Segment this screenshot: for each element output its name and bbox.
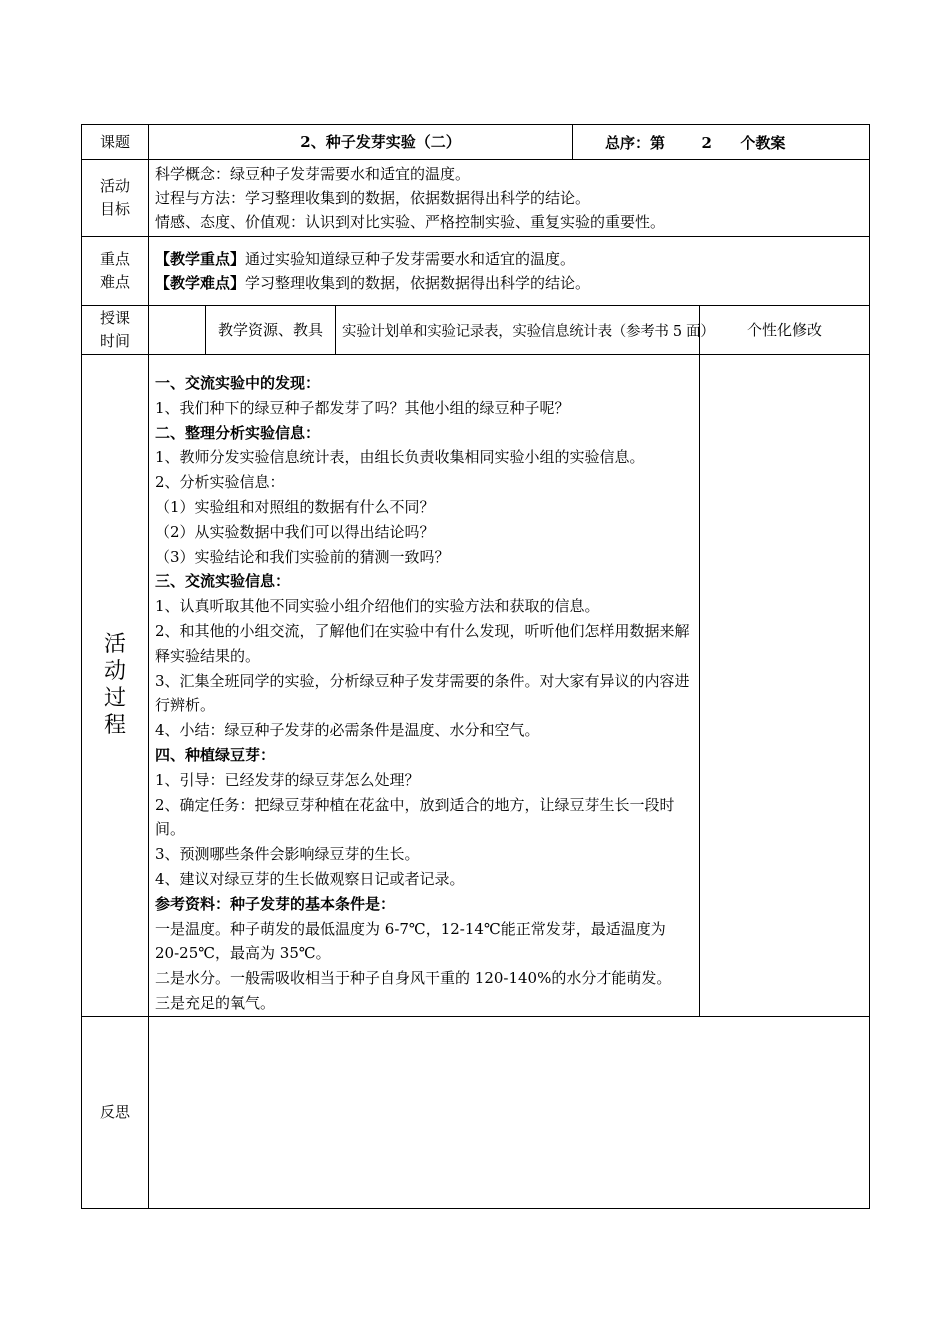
- process-line: 1、教师分发实验信息统计表，由组长负责收集相同实验小组的实验信息。: [155, 448, 645, 467]
- objectives-content: [149, 160, 870, 237]
- personal-edit-area: [700, 355, 870, 1017]
- process-line: 2、和其他的小组交流，了解他们在实验中有什么发现，听听他们怎样用数据来解释实验结果的。: [155, 621, 690, 665]
- objectives-label: [82, 160, 149, 237]
- sequence-label: 总序：第: [605, 133, 666, 152]
- process-line: 2、分析实验信息：: [155, 473, 285, 492]
- process-line: 3、汇集全班同学的实验，分析绿豆种子发芽需要的条件。对大家有异议的内容进行辨析。: [155, 671, 690, 715]
- difficulty-text: 学习整理收集到的数据，依据数据得出科学的结论。: [245, 274, 591, 292]
- process-label-char: 活: [103, 632, 126, 658]
- process-line: （3）实验结论和我们实验前的猜测一致吗？: [155, 547, 450, 566]
- key-point: [155, 247, 863, 271]
- objective-item: 情感、态度、价值观：认识到对比实验、严格控制实验、重复实验的重要性。: [155, 213, 666, 231]
- resources-row: [82, 306, 870, 355]
- process-label-char: 过: [103, 686, 126, 712]
- process-line: 1、引导：已经发芽的绿豆芽怎么处理？: [155, 770, 420, 789]
- process-line: 1、认真听取其他不同实验小组介绍他们的实验方法和获取的信息。: [155, 597, 600, 616]
- section-title: 参考资料：种子发芽的基本条件是：: [155, 894, 396, 913]
- process-line: 2、确定任务：把绿豆芽种植在花盆中，放到适合的地方，让绿豆芽生长一段时间。: [155, 795, 675, 839]
- objectives-row: [82, 160, 870, 237]
- header-row: [82, 125, 870, 160]
- objective-item: 科学概念：绿豆种子发芽需要水和适宜的温度。: [155, 165, 471, 183]
- difficulty-point: [155, 271, 863, 295]
- section-title: 一、交流实验中的发现：: [155, 374, 321, 392]
- reflection-row: [82, 1016, 870, 1208]
- process-line: 三是充足的氧气。: [155, 993, 276, 1012]
- objective-item: 过程与方法：学习整理收集到的数据，依据数据得出科学的结论。: [155, 189, 591, 207]
- focus-label: [82, 237, 149, 306]
- sequence-cell: [573, 125, 870, 160]
- process-line: 二是水分。一般需吸收相当于种子自身风干重的 120-140%的水分才能萌发。: [155, 969, 672, 988]
- process-label-char: 动: [103, 659, 126, 685]
- reflection-label: 反思: [82, 1016, 149, 1208]
- process-line: 一是温度。种子萌发的最低温度为 6-7℃，12-14℃能正常发芽，最适温度为 20-25℃，最高为 35℃。: [155, 919, 666, 963]
- lesson-title: 2、种子发芽实验（二）: [149, 125, 573, 160]
- objectives-label-line2: 目标: [99, 200, 130, 218]
- process-line: 3、预测哪些条件会影响绿豆芽的生长。: [155, 845, 420, 864]
- sequence-number: 2: [701, 133, 712, 152]
- time-label-line2: 时间: [99, 332, 130, 350]
- section-title: 三、交流实验信息：: [155, 572, 291, 591]
- process-row: [82, 355, 870, 1017]
- section-title: 四、种植绿豆芽：: [155, 745, 276, 764]
- key-point-text: 通过实验知道绿豆种子发芽需要水和适宜的温度。: [245, 250, 576, 268]
- process-line: 4、建议对绿豆芽的生长做观察日记或者记录。: [155, 869, 465, 888]
- sequence-suffix: 个教案: [740, 133, 786, 152]
- process-line: （1）实验组和对照组的数据有什么不同？: [155, 497, 435, 516]
- process-line: 1、我们种下的绿豆种子都发芽了吗？其他小组的绿豆种子呢？: [155, 398, 570, 417]
- focus-label-line1: 重点: [99, 250, 130, 268]
- time-label-line1: 授课: [99, 309, 130, 327]
- resources-text: 实验计划单和实验记录表，实验信息统计表（参考书 5 面）: [336, 306, 700, 355]
- personal-edit-label: 个性化修改: [700, 306, 870, 355]
- process-content: [149, 355, 700, 1017]
- time-value: [149, 306, 206, 355]
- topic-label: 课题: [82, 125, 149, 160]
- objectives-label-line1: 活动: [99, 177, 130, 195]
- time-label: [82, 306, 149, 355]
- key-point-label: 【教学重点】: [155, 250, 246, 268]
- process-label: [82, 355, 149, 1017]
- focus-row: [82, 237, 870, 306]
- focus-label-line2: 难点: [99, 273, 130, 291]
- section-title: 二、整理分析实验信息：: [155, 423, 321, 442]
- difficulty-label: 【教学难点】: [155, 274, 246, 292]
- process-label-char: 程: [103, 713, 126, 739]
- resources-label: 教学资源、教具: [206, 306, 336, 355]
- process-line: 4、小结：绿豆种子发芽的必需条件是温度、水分和空气。: [155, 721, 540, 740]
- process-line: （2）从实验数据中我们可以得出结论吗？: [155, 522, 435, 541]
- lesson-plan-table: [81, 124, 870, 1209]
- focus-content: [149, 237, 870, 306]
- reflection-content: [149, 1016, 870, 1208]
